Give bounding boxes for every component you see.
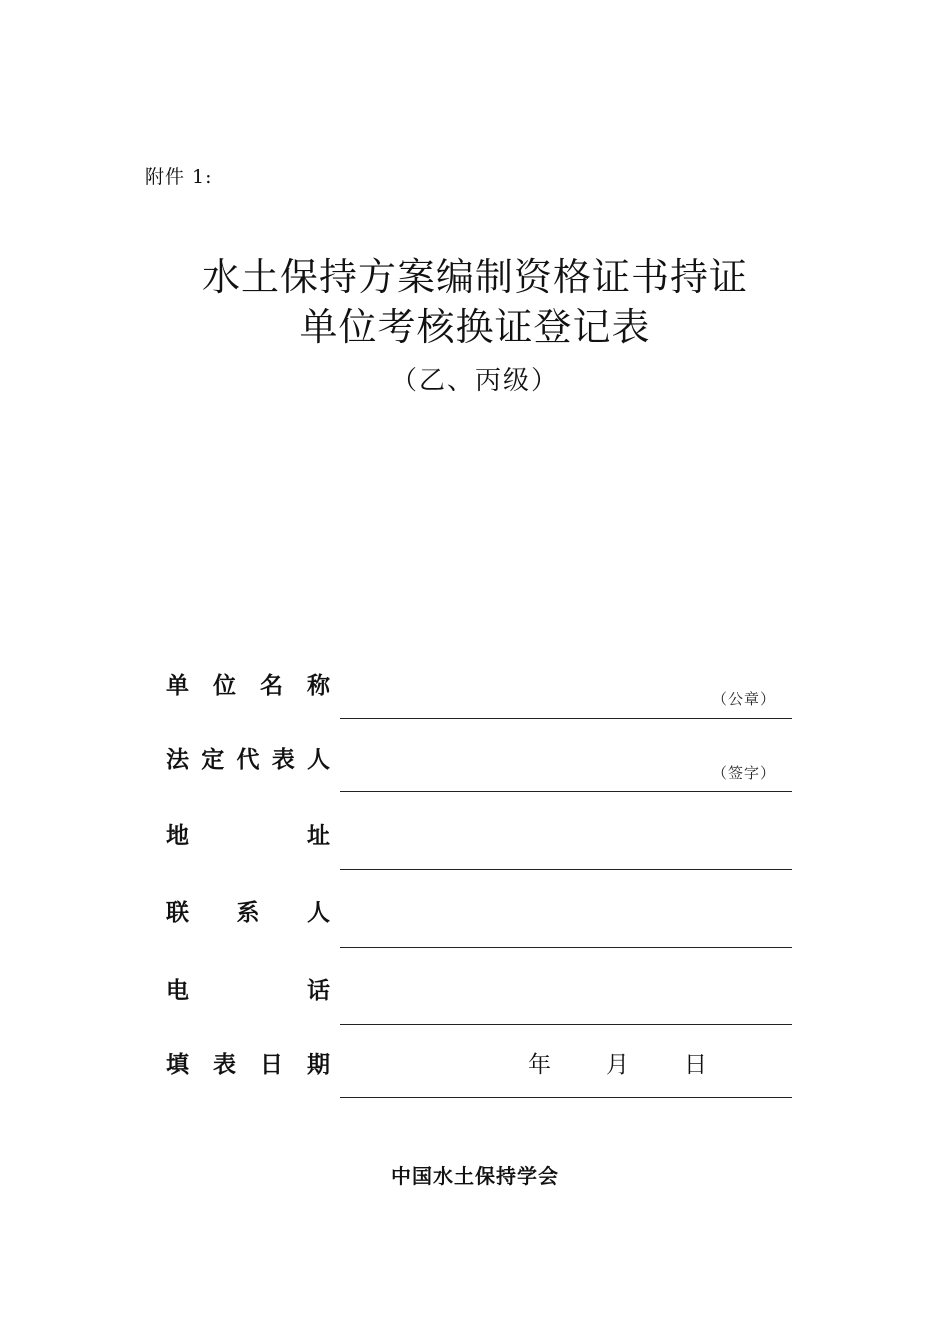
fill-in-line[interactable] bbox=[340, 869, 792, 870]
label-char: 电 bbox=[166, 977, 189, 1004]
label-char: 表 bbox=[213, 1051, 236, 1078]
label-char: 名 bbox=[260, 672, 283, 699]
label-char: 填 bbox=[166, 1051, 189, 1078]
label-char: 系 bbox=[236, 899, 260, 926]
field-label bbox=[166, 898, 330, 928]
document-subtitle: （乙、丙级） bbox=[390, 366, 559, 396]
label-char: 称 bbox=[307, 672, 330, 699]
label-char: 定 bbox=[201, 746, 225, 773]
label-char: 位 bbox=[213, 672, 236, 699]
field-legal-representative bbox=[166, 745, 792, 805]
month-label: 月 bbox=[606, 1052, 629, 1078]
label-char: 址 bbox=[307, 822, 330, 849]
label-char: 话 bbox=[307, 977, 330, 1004]
label-char: 表 bbox=[271, 746, 295, 773]
label-char: 法 bbox=[166, 746, 189, 773]
fill-in-line[interactable] bbox=[340, 947, 792, 948]
seal-note: （公章） bbox=[711, 690, 776, 708]
date-parts bbox=[528, 1050, 762, 1080]
field-label bbox=[166, 1050, 330, 1080]
field-contact-person bbox=[166, 898, 792, 958]
label-char: 地 bbox=[166, 822, 189, 849]
day-label: 日 bbox=[684, 1052, 707, 1078]
field-label bbox=[166, 821, 330, 851]
field-address bbox=[166, 821, 792, 881]
document-title-line-2: 单位考核换证登记表 bbox=[299, 305, 651, 349]
label-char: 单 bbox=[166, 672, 189, 699]
fill-in-line[interactable] bbox=[340, 718, 792, 719]
field-phone bbox=[166, 976, 792, 1036]
field-label bbox=[166, 745, 330, 775]
label-char: 联 bbox=[166, 899, 189, 926]
signature-note: （签字） bbox=[711, 764, 776, 782]
label-char: 人 bbox=[307, 899, 330, 926]
field-unit-name bbox=[166, 671, 792, 731]
document-title-line-1: 水土保持方案编制资格证书持证 bbox=[201, 255, 748, 299]
label-char: 日 bbox=[260, 1051, 283, 1078]
label-char: 人 bbox=[307, 746, 330, 773]
field-label bbox=[166, 976, 330, 1006]
issuing-organization: 中国水土保持学会 bbox=[391, 1164, 559, 1188]
fill-in-line[interactable] bbox=[340, 791, 792, 792]
field-label bbox=[166, 671, 330, 701]
fill-in-line[interactable] bbox=[340, 1024, 792, 1025]
attachment-label: 附件 1: bbox=[145, 166, 213, 188]
fill-in-line[interactable] bbox=[340, 1097, 792, 1098]
field-fill-date bbox=[166, 1050, 792, 1110]
year-label: 年 bbox=[528, 1052, 551, 1078]
label-char: 期 bbox=[307, 1051, 330, 1078]
label-char: 代 bbox=[236, 746, 260, 773]
